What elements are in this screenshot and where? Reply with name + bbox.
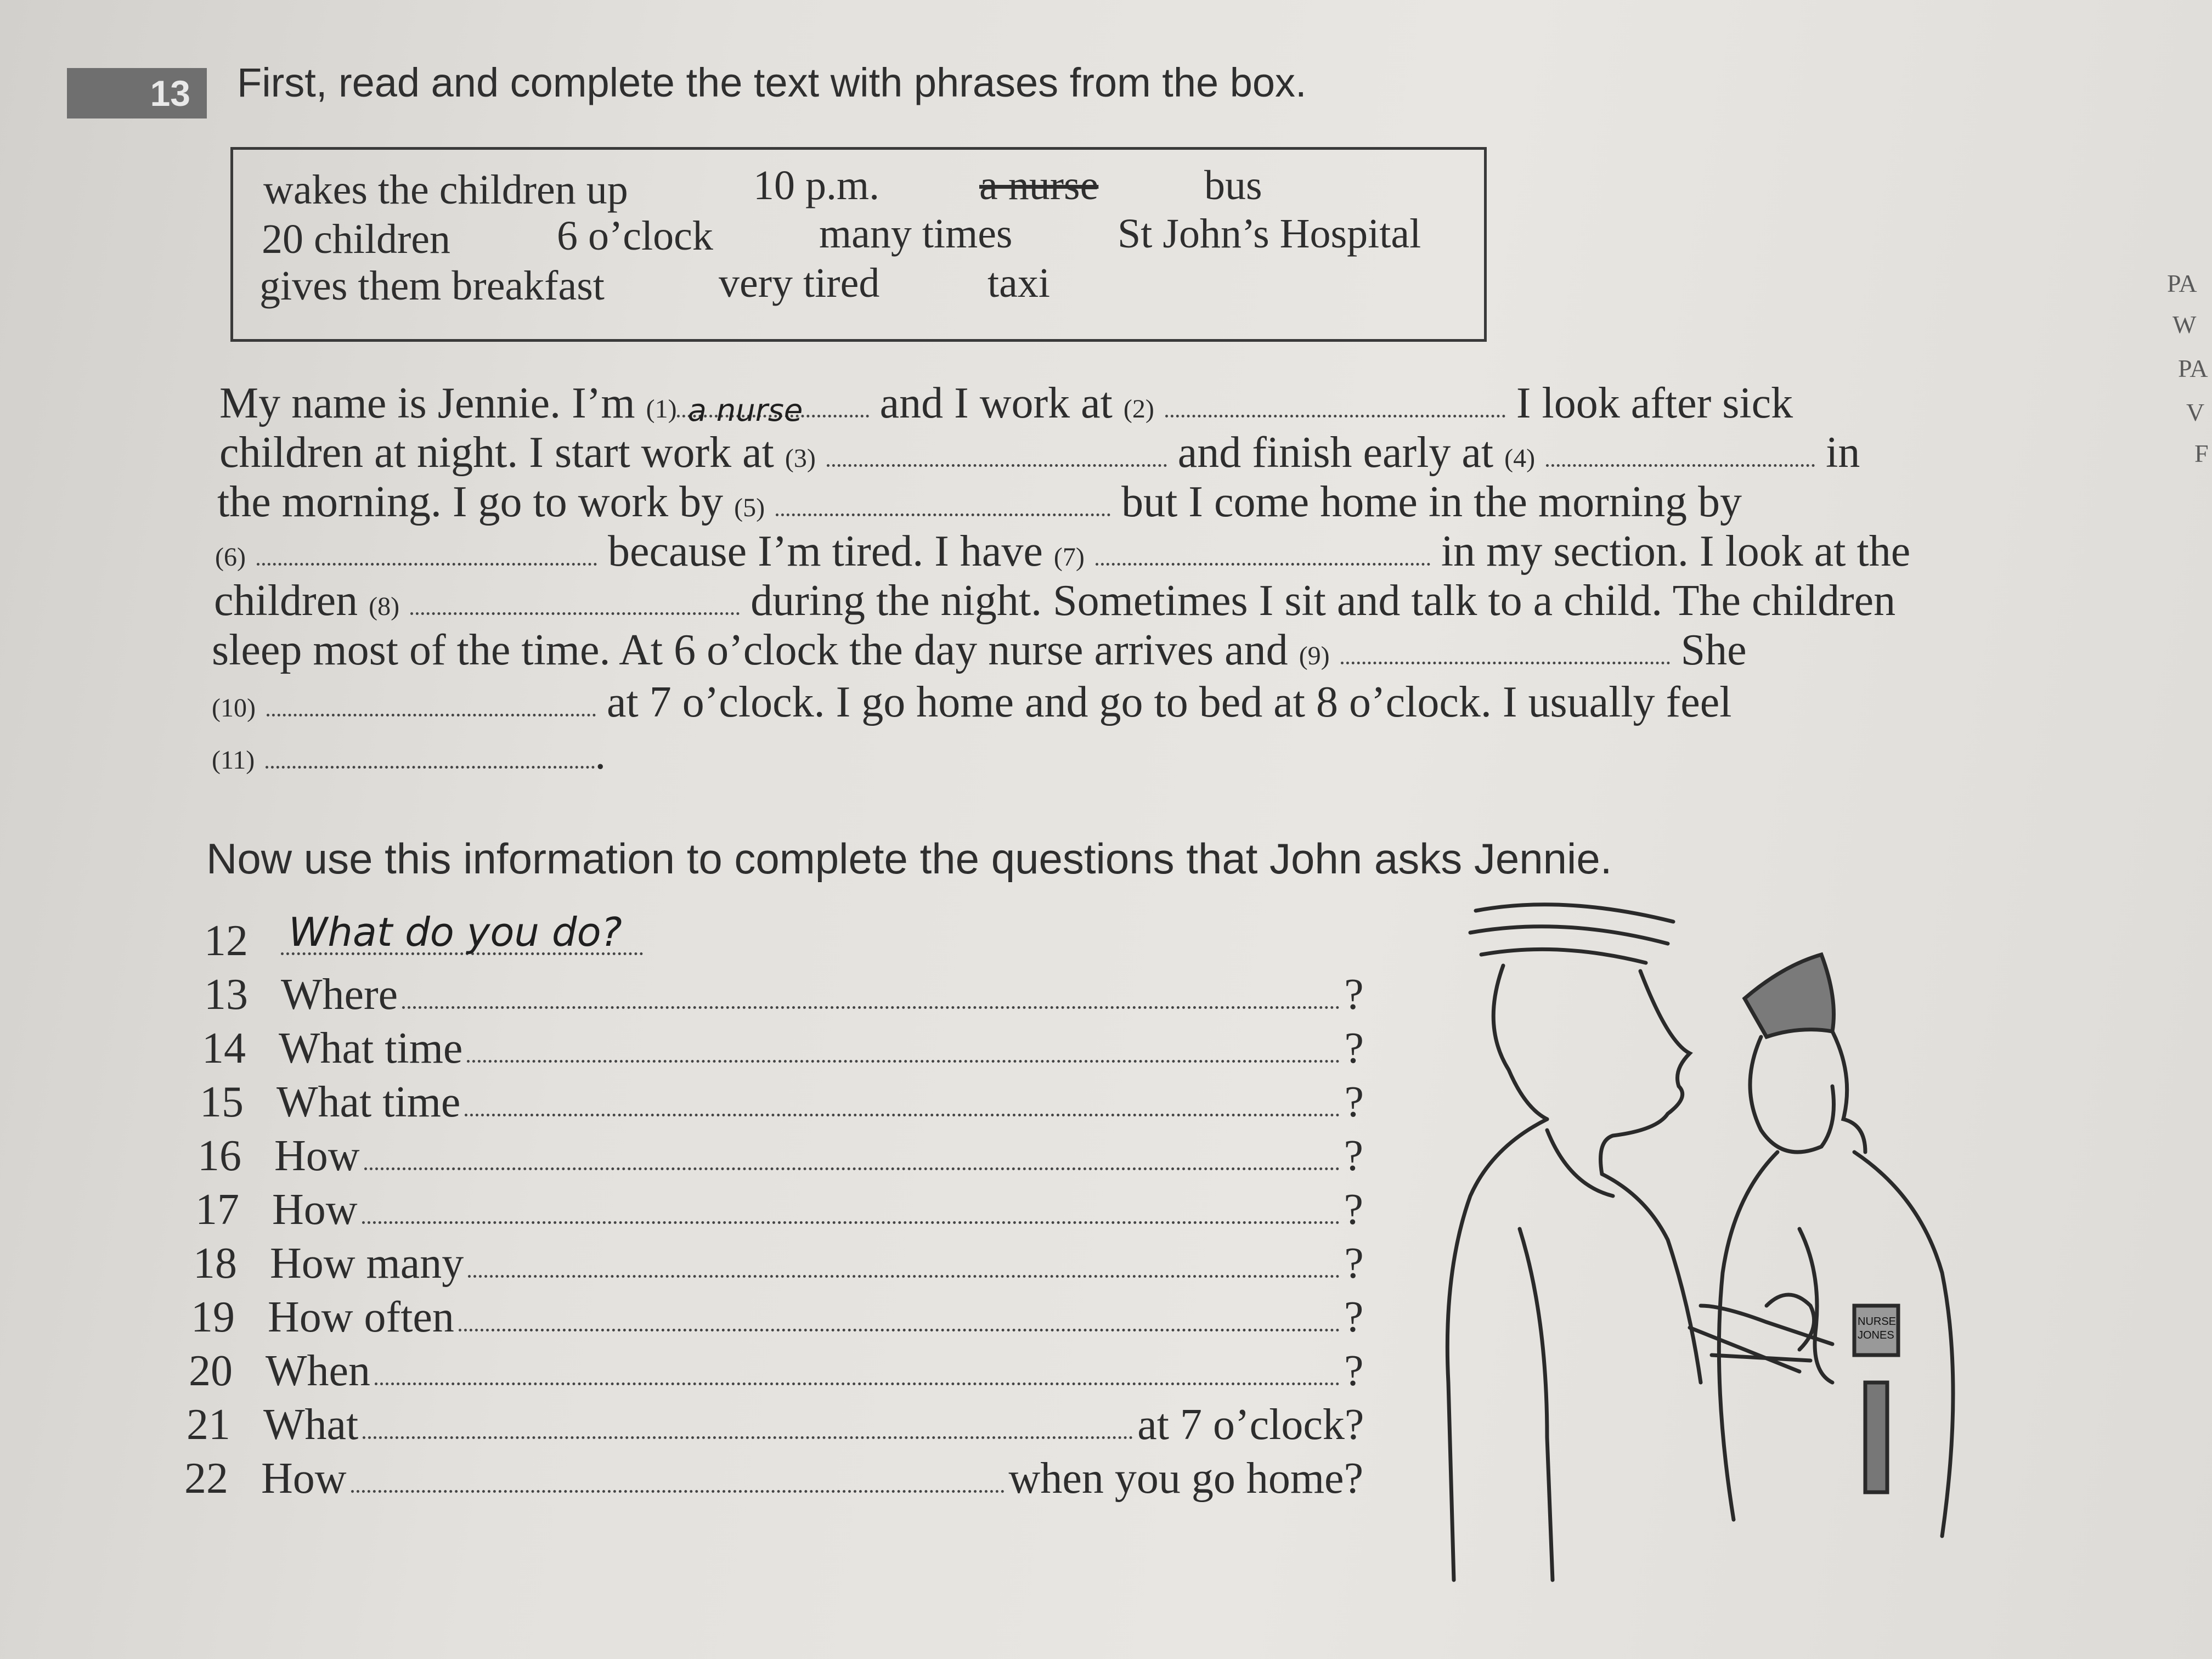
question-start: What time <box>276 1078 461 1126</box>
passage-line-4: (6) because I’m tired. I have (7) in my section. I look at the <box>215 527 1911 575</box>
badge-text-2: JONES <box>1858 1329 1894 1341</box>
question-start: What <box>263 1401 359 1449</box>
passage-line-5: children (8) during the night. Sometimes I sit and talk to a child. The children <box>214 577 1896 625</box>
phrase: wakes the children up <box>263 167 628 213</box>
passage-line-7: (10) at 7 o’clock. I go home and go to bed at 8 o’clock. I usually feel <box>212 678 1732 726</box>
handwritten-answer-1: a nurse <box>687 393 803 428</box>
question-start: How many <box>270 1239 464 1288</box>
blank-4[interactable] <box>1546 429 1815 467</box>
question-end: ? <box>1344 1293 1364 1341</box>
blank-10[interactable] <box>267 679 596 716</box>
question-end: at 7 o’clock? <box>1137 1401 1364 1449</box>
question-number: 15 <box>200 1078 244 1126</box>
passage-line-1: My name is Jennie. I’m (1) a nurse and I work at (2) I look after sick <box>219 379 1793 428</box>
phrase: very tired <box>719 260 880 306</box>
answer-blank-18[interactable] <box>468 1249 1340 1278</box>
question-end: ? <box>1344 1078 1364 1126</box>
question-number: 19 <box>191 1293 235 1341</box>
question-21 <box>187 1400 1364 1450</box>
answer-blank-19[interactable] <box>459 1302 1340 1331</box>
phrase: 10 p.m. <box>753 162 880 208</box>
nurse-illustration <box>1383 889 2041 1591</box>
question-start: How <box>272 1186 358 1234</box>
answer-blank-16[interactable] <box>364 1141 1340 1170</box>
question-14 <box>202 1024 1364 1074</box>
question-number: 18 <box>193 1239 237 1288</box>
answer-blank-20[interactable] <box>375 1356 1340 1385</box>
phrase: taxi <box>988 260 1050 306</box>
question-number: 20 <box>189 1347 233 1395</box>
passage-line-2: children at night. I start work at (3) and finish early at (4) in <box>219 428 1860 477</box>
handwritten-answer-12: What do you do? <box>289 909 622 955</box>
question-start: What time <box>279 1024 463 1073</box>
part2-instructions: Now use this information to complete the questions that John asks Jennie. <box>206 834 1612 883</box>
question-20 <box>189 1346 1364 1396</box>
question-17 <box>195 1185 1363 1235</box>
question-end: ? <box>1344 1239 1364 1288</box>
question-start: How often <box>268 1293 454 1341</box>
passage-line-6: sleep most of the time. At 6 o’clock the day nurse arrives and (9) She <box>212 626 1747 674</box>
margin-letter: PA <box>2167 269 2197 297</box>
answer-blank-14[interactable] <box>467 1034 1340 1063</box>
blank-1[interactable] <box>677 379 869 428</box>
question-number: 17 <box>195 1186 239 1234</box>
question-12: 12 What do you do? <box>204 916 643 966</box>
answer-blank-21[interactable] <box>363 1410 1133 1439</box>
question-start: When <box>266 1347 371 1395</box>
question-13 <box>204 970 1364 1020</box>
question-number: 13 <box>204 970 248 1019</box>
question-end: when you go home? <box>1008 1454 1364 1503</box>
margin-letter: PA <box>2178 354 2208 382</box>
answer-blank-15[interactable] <box>465 1087 1340 1116</box>
blank-6[interactable] <box>257 528 597 566</box>
blank-8[interactable] <box>410 577 740 615</box>
margin-letter: V <box>2186 398 2205 426</box>
phrase-box <box>230 147 1487 342</box>
question-number: 16 <box>198 1132 241 1180</box>
exercise-number: 13 <box>150 73 190 114</box>
question-18 <box>193 1239 1364 1289</box>
exercise-number-badge <box>67 68 207 119</box>
question-19 <box>191 1293 1363 1342</box>
phrase: gives them breakfast <box>259 263 605 309</box>
phrase: bus <box>1204 162 1262 208</box>
question-number: 22 <box>184 1454 228 1503</box>
margin-letter: W <box>2172 311 2197 338</box>
question-number: 14 <box>202 1024 246 1073</box>
phrase: many times <box>819 211 1013 257</box>
blank-11[interactable] <box>266 731 595 769</box>
question-16 <box>198 1131 1363 1181</box>
margin-letter: F <box>2194 439 2209 467</box>
question-end: ? <box>1344 1186 1364 1234</box>
phrase: 6 o’clock <box>557 213 713 259</box>
question-end: ? <box>1344 970 1364 1019</box>
question-start: Where <box>281 970 398 1019</box>
question-number: 21 <box>187 1401 230 1449</box>
question-end: ? <box>1344 1347 1364 1395</box>
blank-7[interactable] <box>1096 528 1430 566</box>
phrase-struck: a nurse <box>979 162 1099 208</box>
passage-line-3: the morning. I go to work by (5) but I come home in the morning by <box>217 478 1742 526</box>
question-start: How <box>261 1454 347 1503</box>
blank-5[interactable] <box>776 478 1110 516</box>
exercise-title: First, read and complete the text with phrases from the box. <box>237 60 1307 105</box>
question-end: ? <box>1344 1132 1364 1180</box>
question-start: How <box>274 1132 360 1180</box>
blank-3[interactable] <box>827 429 1167 467</box>
answer-blank-13[interactable] <box>402 980 1340 1009</box>
blank-2[interactable] <box>1165 380 1505 417</box>
blank-9[interactable] <box>1341 627 1670 664</box>
question-22 <box>184 1454 1363 1504</box>
phrase: St John’s Hospital <box>1118 211 1421 257</box>
answer-blank-22[interactable] <box>351 1464 1005 1493</box>
phrase: 20 children <box>262 216 451 262</box>
passage-line-8: (11) . <box>212 730 606 778</box>
answer-blank-12[interactable] <box>281 909 643 955</box>
question-end: ? <box>1344 1024 1364 1073</box>
answer-blank-17[interactable] <box>362 1195 1340 1224</box>
question-15 <box>200 1077 1364 1127</box>
badge-text-1: NURSE <box>1858 1316 1897 1328</box>
